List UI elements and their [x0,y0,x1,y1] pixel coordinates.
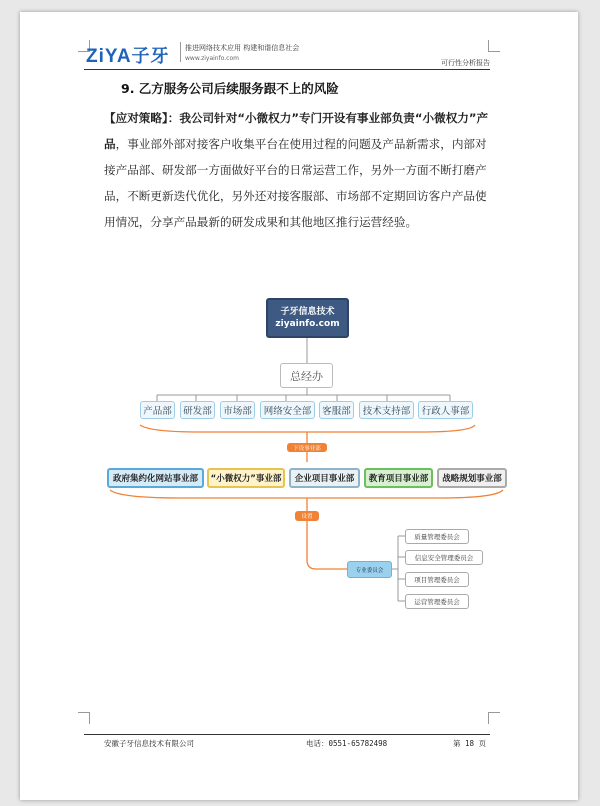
header-url: www.ziyainfo.com [185,55,239,62]
company-node [266,298,349,338]
dept-node: 技术支持部 [359,401,414,419]
division-node: 政府集约化网站事业部 [107,468,204,488]
division-node: “小微权力”事业部 [207,468,285,488]
divisions-tag: 下设事业部 [287,443,327,452]
strategy-body: ，事业部外部对接客户收集平台在使用过程的问题及产品新需求，内部对接产品部、研发部一方面做好平台的日常运营工作，另外一方面不断打磨产品，不断更新迭代优化，另外还对接客服部、市场部不定期回访客户产品使用情况，分享产品最新的研发成果和其他地区推行运营经验。 [104,137,487,229]
dept-node: 研发部 [180,401,215,419]
division-node: 战略规划事业部 [437,468,507,488]
division-node: 企业项目事业部 [289,468,360,488]
footer-phone: 电话：0551-65782498 [306,739,388,748]
setup-tag: 设置 [295,511,319,521]
tagline: 推进网络技术应用 构建和谐信息社会 [185,44,300,52]
footer-company: 安徽子牙信息技术有限公司 [104,739,194,748]
committee-item: 项目管理委员会 [405,572,469,587]
strategy-bold: ：我公司针对“小微权力”专门开设有事业部负责“小微权力”产品 [104,111,489,151]
gm-office-node: 总经办 [280,363,333,388]
company-node-name: 子牙信息技术 [280,307,335,317]
dept-node: 市场部 [220,401,255,419]
committee-item: 信息安全管理委员会 [405,550,483,565]
section-title: 9. 乙方服务公司后续服务跟不上的风险 [121,81,339,96]
committee-item: 运营管理委员会 [405,594,469,609]
company-logo: ZiYA子牙 [86,46,170,67]
report-label: 可行性分析报告 [441,59,490,67]
strategy-lead: 【应对策略】 [104,111,168,125]
footer-page-number: 第 18 页 [453,739,487,748]
dept-node: 客服部 [319,401,354,419]
dept-node: 网络安全部 [260,401,315,419]
committee-item: 质量管理委员会 [405,529,469,544]
committee-node: 专业委员会 [347,561,392,578]
footer-rule [84,734,490,735]
company-node-url: ziyainfo.com [275,319,340,329]
dept-node: 产品部 [140,401,175,419]
dept-node: 行政人事部 [418,401,473,419]
division-node: 教育项目事业部 [364,468,433,488]
